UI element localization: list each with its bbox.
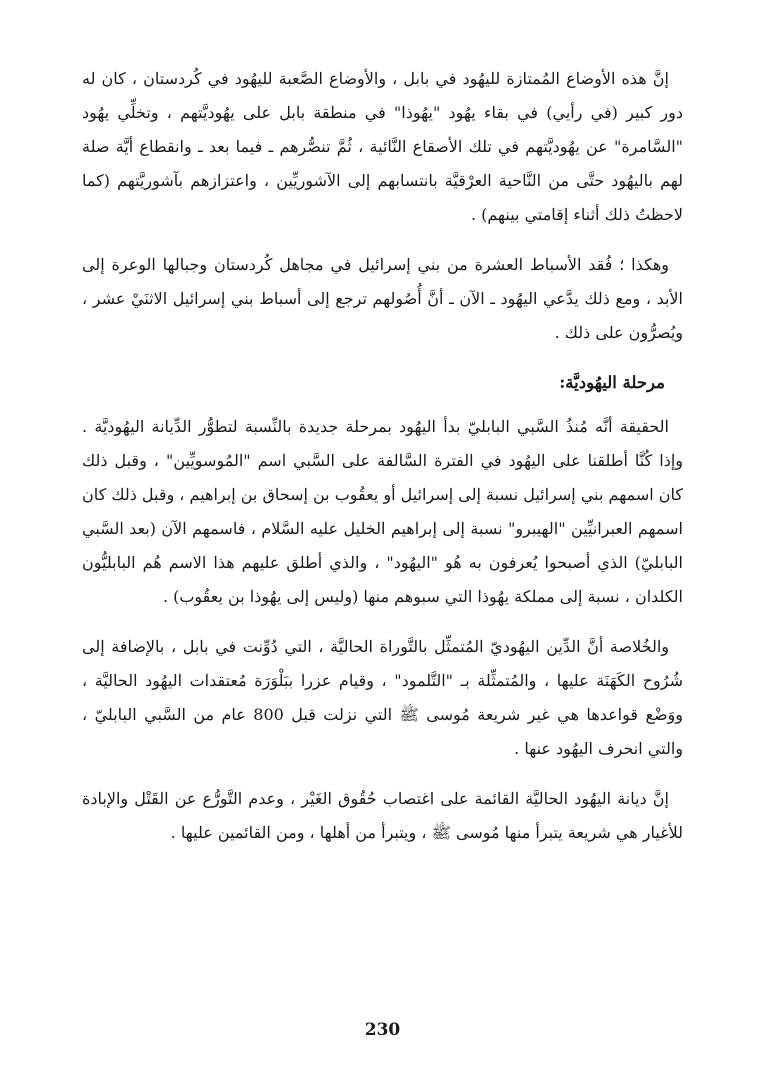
paragraph-2	[82, 248, 683, 350]
paragraph-3-text: الحقيقة أنَّه مُنذُ السَّبي البابليّ بدأ اليهُود بمرحلة جديدة بالنِّسبة لتطوُّر الدِّيانة اليهُوديَّة . وإذا كُنَّا أطلقنا على اليهُود في الفترة السَّالفة على السَّبي اسم "المُوسويِّين" ، وقبل ذلك كان اسمهم بني إسرائيل نسبة إلى إسرائيل أو يعقُوب بن إسحاق بن إبراهيم ، وقبل ذلك كان اسمهم العبرانيِّين "الهيبرو" نسبة إلى إبراهيم الخليل عليه السَّلام ، فاسمهم الآن (بعد السَّبي البابليّ) الذي أصبحوا يُعرفون به هُو "اليهُود" ، والذي أطلق عليهم هذا الاسم هُم البابليُّون الكلدان ، نسبة إلى مملكة يهُوذا التي سبوهم منها (وليس إلى يهُوذا بن يعقُوب) .	[82, 417, 683, 606]
paragraph-1-text: إنَّ هذه الأوضاع المُمتازة لليهُود في بابل ، والأوضاع الصَّعبة لليهُود في كُردستان ، كان له دور كبير (في رأيي) في بقاء يهُود "يهُوذا" في منطقة بابل على يهُوديَّتهم ، وتخلِّي يهُود "السَّامرة" عن يهُوديَّتهم في تلك الأصقاع النَّائية ، ثُمَّ تنصُّرهم ـ فيما بعد ـ وانقطاع أيَّة صلة لهم باليهُود حتَّى من النَّاحية العرْقيَّة بانتسابهم إلى الآشوريِّين ، واعتزازهم بآشوريَّتهم (كما لاحظتُ ذلك أثناء إقامتي بينهم) .	[82, 69, 683, 224]
paragraph-3	[82, 410, 683, 614]
page-body	[82, 62, 683, 866]
paragraph-1	[82, 62, 683, 232]
paragraph-4	[82, 630, 683, 766]
paragraph-5	[82, 782, 683, 850]
paragraph-2-text: وهكذا ؛ فُقد الأسباط العشرة من بني إسرائيل في مجاهل كُردستان وجبالها الوعرة إلى الأبد ، ومع ذلك يدَّعي اليهُود ـ الآن ـ أنَّ أُصُولهم ترجع إلى أسباط بني إسرائيل الاثنَيْ عشر ، ويُصرُّون على ذلك .	[82, 255, 683, 342]
paragraph-4-text: والخُلاصة أنَّ الدِّين اليهُوديّ المُتمثِّل بالتَّوراة الحاليَّة ، التي دُوِّنت في بابل ، بالإضافة إلى شُرُوح الكَهَنَة عليها ، والمُتمثِّلة بـ "التَّلمود" ، وقيام عزرا ببَلْوَرَة مُعتقدات اليهُود الحاليَّة ، ووَضْع قواعدها هي غير شريعة مُوسى ﷺ التي نزلت قبل 800 عام من السَّبي البابليّ ، والتي انحرف اليهُود عنها .	[82, 637, 683, 758]
paragraph-5-text: إنَّ ديانة اليهُود الحاليَّة القائمة على اغتصاب حُقُوق الغَيْر ، وعدم التَّورُّع عن القَتْل والإبادة للأغيار هي شريعة يتبرأ منها مُوسى ﷺ ، ويتبرأ من أهلها ، ومن القائمين عليها .	[82, 789, 683, 842]
page-number: 230	[364, 1020, 401, 1040]
section-heading: مرحلة اليهُوديَّة:	[559, 373, 665, 392]
